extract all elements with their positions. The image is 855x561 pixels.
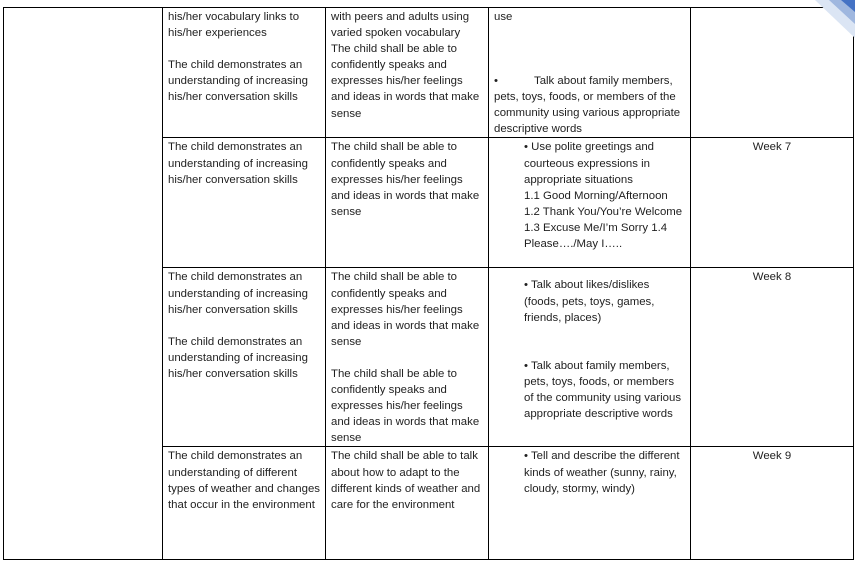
content-standard-text: The child demonstrates an understanding of increasing his/her conversation skills (168, 335, 308, 380)
week-label: Week 7 (752, 141, 792, 154)
week-label: Week 8 (752, 271, 792, 284)
content-standard-text: The child demonstrates an understanding of increasing his/her conversation skills (168, 141, 308, 186)
content-standard-cell (163, 8, 326, 138)
content-standard-cell (163, 268, 326, 447)
content-standard-text: The child demonstrates an understanding of different types of weather and changes that occur in the environment (168, 450, 320, 511)
competency-text: • Talk about family members, pets, toys, foods, or members of the community using various appropriate descriptive words (524, 359, 682, 421)
competency-text: • Talk about likes/dislikes (foods, pets, toys, games, friends, places) (524, 279, 655, 324)
performance-standard-cell (326, 268, 489, 447)
week-cell (691, 138, 854, 268)
competency-subitem: 1.1 Good Morning/Afternoon (524, 189, 668, 202)
competency-text: Talk about family members, pets, toys, foods, or members of the community using various appropriate descriptive words (494, 75, 681, 136)
competency-cell (489, 268, 691, 447)
curriculum-table (3, 7, 854, 560)
performance-standard-text: The child shall be able to confidently speaks and expresses his/her feelings and ideas in words that make sense (331, 271, 480, 348)
competency-cell (489, 138, 691, 268)
content-standard-text: The child demonstrates an understanding of increasing his/her conversation skills (168, 59, 308, 104)
week-cell (691, 8, 854, 138)
content-standard-text: The child demonstrates an understanding of increasing his/her conversation skills (168, 271, 308, 316)
table-row (4, 8, 854, 138)
competency-cell (489, 8, 691, 138)
content-standard-cell (163, 447, 326, 560)
competency-subitem: 1.2 Thank You/You’re Welcome (524, 205, 683, 218)
content-standard-text: his/her vocabulary links to his/her experiences (168, 11, 300, 40)
performance-standard-cell (326, 447, 489, 560)
performance-standard-text: The child shall be able to confidently speaks and expresses his/her feelings and ideas in words that make sense (331, 43, 480, 120)
competency-bullet-item (494, 73, 685, 137)
performance-standard-text: The child shall be able to confidently speaks and expresses his/her feelings and ideas in words that make sense (331, 367, 480, 445)
performance-standard-text: The child shall be able to confidently speaks and expresses his/her feelings and ideas in words that make sense (331, 141, 480, 218)
performance-standard-cell (326, 138, 489, 268)
competency-subitem: 1.3 Excuse Me/I’m Sorry 1.4 Please…./May I….. (524, 221, 668, 251)
competency-cell (489, 447, 691, 560)
week-cell (691, 268, 854, 447)
competency-text: use (494, 11, 513, 23)
content-standard-cell (163, 138, 326, 268)
competency-text: • Tell and describe the different kinds of weather (sunny, rainy, cloudy, stormy, windy) (524, 450, 680, 495)
week-label: Week 9 (752, 450, 792, 463)
blank-left-column (4, 8, 163, 560)
week-cell (691, 447, 854, 560)
performance-standard-text: with peers and adults using varied spoken vocabulary (331, 11, 470, 40)
bullet-glyph: • (494, 75, 498, 88)
competency-text: • Use polite greetings and courteous expressions in appropriate situations (524, 141, 654, 186)
performance-standard-cell (326, 8, 489, 138)
performance-standard-text: The child shall be able to talk about how to adapt to the different kinds of weather and care for the environment (331, 450, 481, 511)
